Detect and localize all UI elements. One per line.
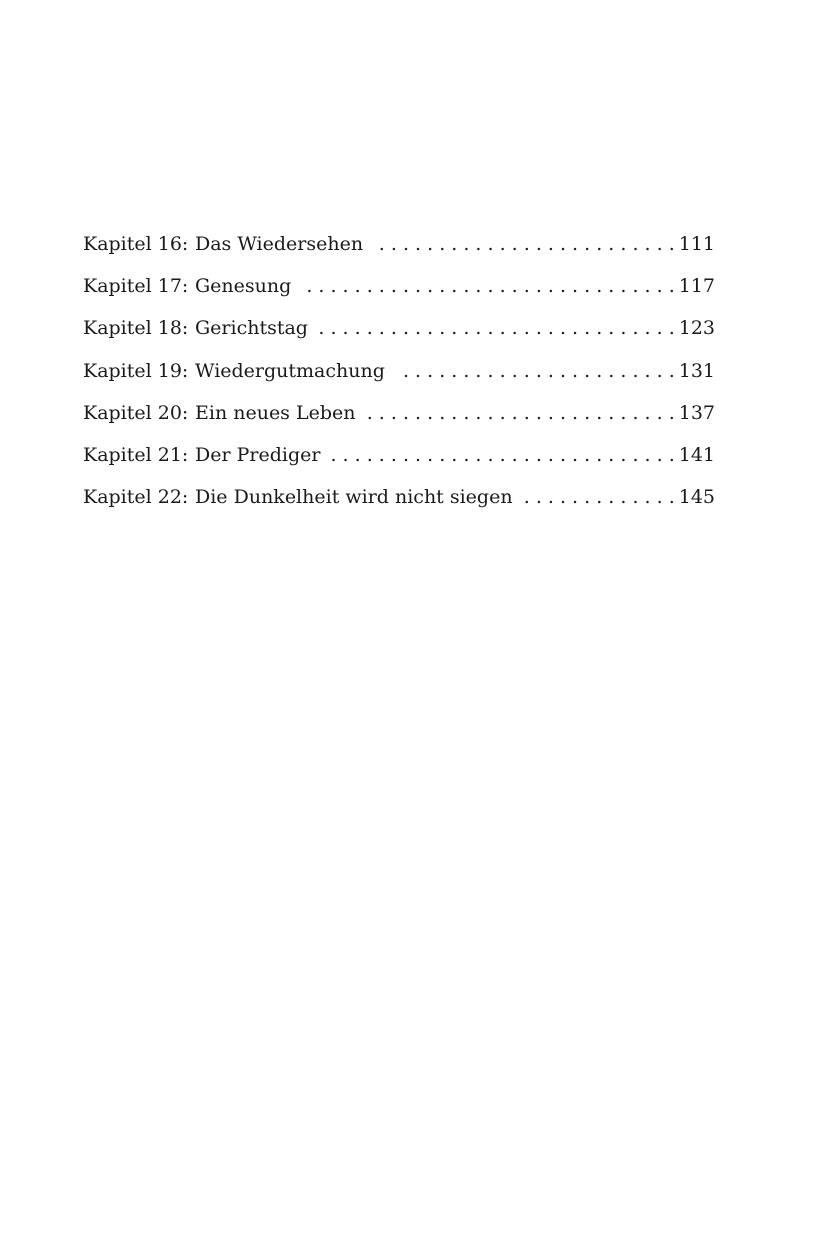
chapter-label: Kapitel 18: [83,317,189,340]
chapter-label: Kapitel 21: [83,443,189,466]
toc-entry [83,228,715,270]
toc-entry [83,270,715,312]
chapter-title: Das Wiedersehen [195,233,364,255]
chapter-title: Genesung [195,275,292,298]
page-number: 117 [678,275,715,298]
chapter-title: Die Dunkelheit wird nicht siegen [195,486,513,509]
dot-leader [523,481,675,513]
toc-entry [83,481,715,523]
dot-leader [373,228,675,260]
chapter-label: Kapitel 16: [83,233,189,255]
dot-leader [395,355,675,387]
chapter-title: Der Prediger [195,443,321,466]
chapter-title: Gerichtstag [195,317,308,340]
chapter-label: Kapitel 19: [83,359,189,382]
dot-leader [365,397,674,429]
page-number: 111 [678,233,715,255]
chapter-label: Kapitel 17: [83,275,189,298]
dot-leader [301,270,674,302]
toc-entry [83,312,715,354]
page-number: 123 [678,317,715,340]
toc-entry [83,397,715,439]
chapter-title: Wiedergutmachung [195,359,385,382]
toc-entry [83,355,715,397]
page-number: 131 [678,359,715,382]
chapter-label: Kapitel 22: [83,486,189,509]
dot-leader [330,439,674,471]
page-number: 137 [678,401,715,424]
page-number: 141 [678,443,715,466]
toc-entry [83,439,715,481]
table-of-contents [83,228,715,523]
dot-leader [318,312,675,344]
chapter-label: Kapitel 20: [83,401,189,424]
page-number: 145 [678,486,715,509]
chapter-title: Ein neues Leben [195,401,356,424]
